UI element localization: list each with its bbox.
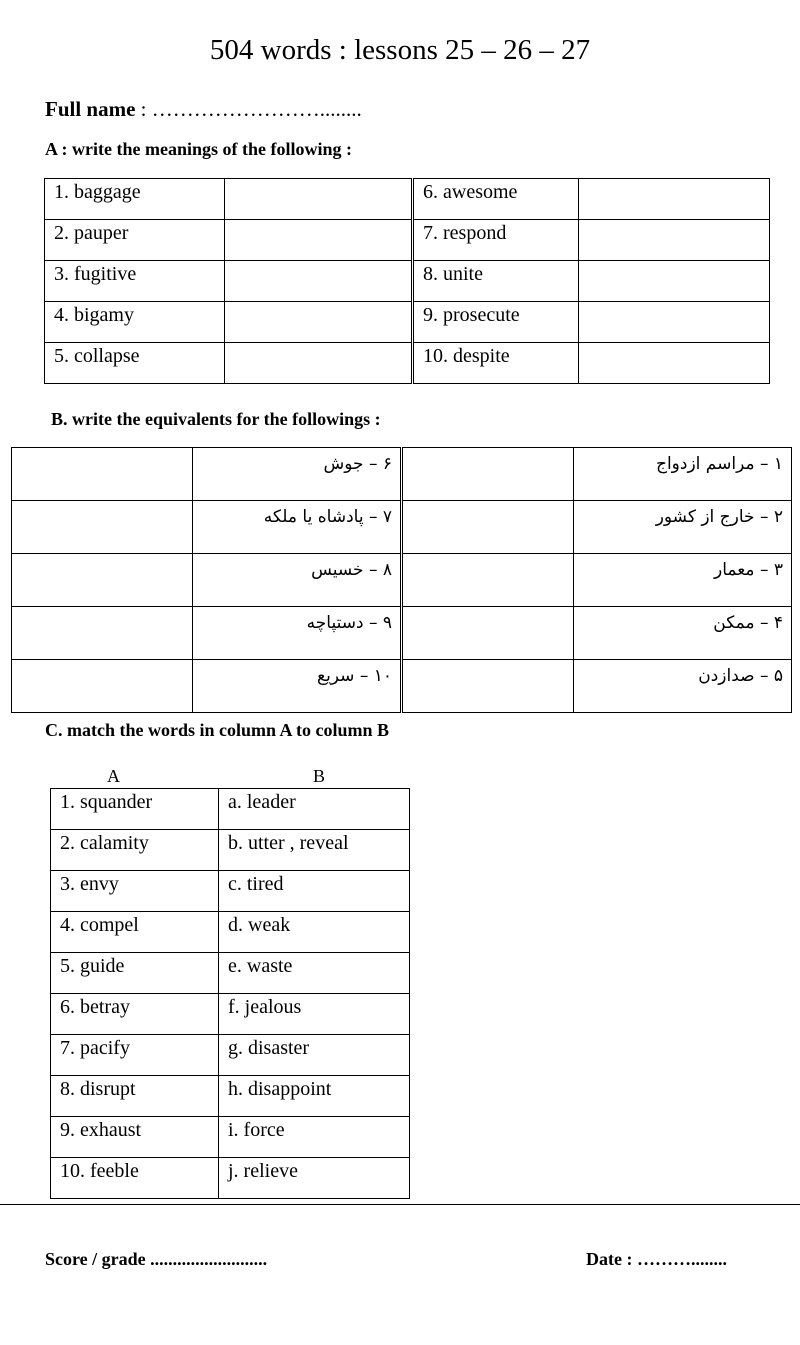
meanings-table	[44, 178, 770, 384]
word-cell: 9. prosecute	[413, 302, 579, 343]
answer-cell[interactable]	[12, 660, 193, 713]
column-b-item: i. force	[219, 1117, 410, 1158]
answer-cell[interactable]	[402, 607, 574, 660]
full-name-label: Full name	[45, 97, 136, 121]
persian-word-cell: ۳ – معمار	[574, 554, 792, 607]
score-grade-line: Score / grade ..........................	[45, 1249, 268, 1269]
table-row	[51, 1158, 410, 1199]
answer-cell[interactable]	[12, 501, 193, 554]
answer-cell[interactable]	[402, 660, 574, 713]
date-line: Date : ………........	[586, 1249, 727, 1269]
answer-cell[interactable]	[402, 448, 574, 501]
word-cell: 4. bigamy	[45, 302, 225, 343]
section-a-heading: A : write the meanings of the following :	[45, 139, 352, 159]
column-a-item: 8. disrupt	[51, 1076, 219, 1117]
table-row	[51, 1117, 410, 1158]
table-row	[51, 789, 410, 830]
column-a-item: 2. calamity	[51, 830, 219, 871]
answer-cell[interactable]	[225, 261, 413, 302]
table-row	[45, 343, 770, 384]
answer-cell[interactable]	[579, 220, 770, 261]
answer-cell[interactable]	[579, 343, 770, 384]
column-a-item: 4. compel	[51, 912, 219, 953]
table-row	[45, 179, 770, 220]
table-row	[12, 660, 792, 713]
answer-cell[interactable]	[402, 501, 574, 554]
persian-word-cell: ۱۰ – سریع	[193, 660, 402, 713]
table-row	[51, 830, 410, 871]
word-cell: 1. baggage	[45, 179, 225, 220]
persian-word-cell: ۷ – پادشاه یا ملکه	[193, 501, 402, 554]
column-a-header: A	[107, 766, 120, 786]
page-title: 504 words : lessons 25 – 26 – 27	[209, 34, 591, 66]
word-cell: 8. unite	[413, 261, 579, 302]
column-a-item: 6. betray	[51, 994, 219, 1035]
column-b-item: c. tired	[219, 871, 410, 912]
persian-word-cell: ۱ – مراسم ازدواج	[574, 448, 792, 501]
persian-word-cell: ۶ – جوش	[193, 448, 402, 501]
table-row	[45, 220, 770, 261]
equivalents-table	[11, 447, 792, 713]
word-cell: 3. fugitive	[45, 261, 225, 302]
word-cell: 6. awesome	[413, 179, 579, 220]
column-b-item: a. leader	[219, 789, 410, 830]
matching-table	[50, 788, 410, 1199]
column-a-item: 5. guide	[51, 953, 219, 994]
table-row	[12, 554, 792, 607]
column-b-item: d. weak	[219, 912, 410, 953]
full-name-line	[45, 97, 362, 122]
answer-cell[interactable]	[225, 179, 413, 220]
answer-cell[interactable]	[12, 554, 193, 607]
persian-word-cell: ۴ – ممکن	[574, 607, 792, 660]
table-row	[51, 1035, 410, 1076]
answer-cell[interactable]	[12, 607, 193, 660]
column-b-item: g. disaster	[219, 1035, 410, 1076]
persian-word-cell: ۵ – صدازدن	[574, 660, 792, 713]
table-row	[51, 994, 410, 1035]
column-a-item: 10. feeble	[51, 1158, 219, 1199]
table-row	[12, 448, 792, 501]
table-row	[12, 501, 792, 554]
column-b-item: h. disappoint	[219, 1076, 410, 1117]
persian-word-cell: ۲ – خارج از کشور	[574, 501, 792, 554]
section-c-heading: C. match the words in column A to column B	[45, 720, 390, 740]
word-cell: 10. despite	[413, 343, 579, 384]
word-cell: 5. collapse	[45, 343, 225, 384]
column-b-header: B	[313, 766, 326, 786]
table-row	[51, 912, 410, 953]
table-row	[51, 871, 410, 912]
full-name-blank: : ……………………........	[135, 97, 362, 121]
table-row	[45, 302, 770, 343]
table-row	[51, 953, 410, 994]
column-b-item: j. relieve	[219, 1158, 410, 1199]
answer-cell[interactable]	[225, 302, 413, 343]
column-b-item: f. jealous	[219, 994, 410, 1035]
answer-cell[interactable]	[402, 554, 574, 607]
answer-cell[interactable]	[579, 179, 770, 220]
table-row	[12, 607, 792, 660]
column-a-item: 9. exhaust	[51, 1117, 219, 1158]
answer-cell[interactable]	[579, 302, 770, 343]
column-a-item: 1. squander	[51, 789, 219, 830]
column-a-item: 7. pacify	[51, 1035, 219, 1076]
answer-cell[interactable]	[579, 261, 770, 302]
answer-cell[interactable]	[225, 343, 413, 384]
table-row	[45, 261, 770, 302]
column-b-item: b. utter , reveal	[219, 830, 410, 871]
column-b-item: e. waste	[219, 953, 410, 994]
table-row	[51, 1076, 410, 1117]
section-b-heading: B. write the equivalents for the followings :	[51, 409, 381, 429]
word-cell: 2. pauper	[45, 220, 225, 261]
answer-cell[interactable]	[225, 220, 413, 261]
column-a-item: 3. envy	[51, 871, 219, 912]
answer-cell[interactable]	[12, 448, 193, 501]
divider	[0, 1204, 800, 1205]
word-cell: 7. respond	[413, 220, 579, 261]
persian-word-cell: ۹ – دستپاچه	[193, 607, 402, 660]
persian-word-cell: ۸ – خسیس	[193, 554, 402, 607]
